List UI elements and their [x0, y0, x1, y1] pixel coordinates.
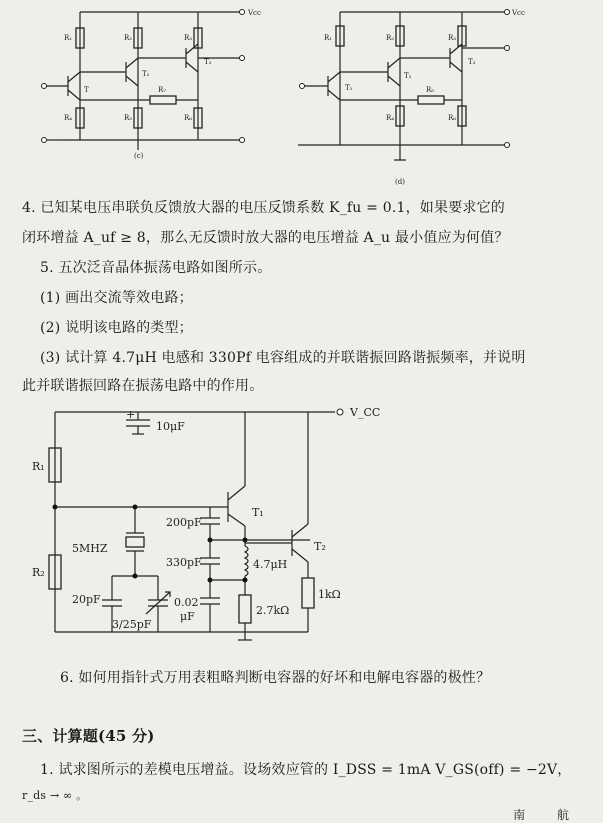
label-d-r5: R₅	[426, 86, 435, 94]
r1-label: R₁	[32, 460, 45, 473]
label-r1: R₁	[64, 34, 73, 42]
label-d-r3: R₃	[448, 34, 457, 42]
cap-200pf-label: 200pF	[166, 516, 202, 529]
caption-c: (c)	[134, 152, 144, 160]
label-d-t3: T₃	[468, 58, 476, 66]
crystal-oscillator-circuit	[0, 400, 603, 650]
q5-item2: (2) 说明该电路的类型；	[40, 320, 193, 336]
footer-mark: 南 航	[513, 808, 583, 822]
label-r6: R₆	[184, 114, 193, 122]
inductor-label: 4.7μH	[253, 558, 288, 571]
caption-d: (d)	[395, 178, 405, 186]
q5-title: 5. 五次泛音晶体振荡电路如图所示。	[40, 260, 272, 276]
t1-label: T₁	[252, 506, 264, 519]
q6-text: 6. 如何用指针式万用表粗略判断电容器的好坏和电解电容器的极性？	[60, 670, 491, 686]
cap-20pf-label: 20pF	[72, 593, 101, 606]
circuit-figure-d	[290, 0, 540, 190]
circuit-figure-c	[30, 0, 270, 160]
s3-q1-line1: 1. 试求图所示的差模电压增益。设场效应管的 I_DSS = 1mA V_GS(off) = −2V，	[40, 762, 572, 778]
label-d-r1: R₁	[324, 34, 333, 42]
cap-330pf-label: 330pF	[166, 556, 202, 569]
label-r7: R₇	[158, 86, 167, 94]
q5-item3-line1: (3) 试计算 4.7μH 电感和 330Pf 电容组成的并联谐振回路谐振频率，并说明	[40, 350, 526, 366]
label-t3: T₃	[204, 58, 212, 66]
label-r4: R₄	[64, 114, 73, 122]
r-1k-label: 1kΩ	[318, 588, 341, 601]
label-r3: R₃	[184, 34, 193, 42]
q5-item3-line2: 此并联谐振回路在振荡电路中的作用。	[22, 378, 264, 394]
label-r5: R₅	[124, 114, 133, 122]
t2-label: T₂	[314, 540, 326, 553]
label-d-t2: T₂	[404, 72, 412, 80]
cap-trim-label: 3/25pF	[112, 618, 152, 631]
s3-q1-line2: r_ds → ∞ 。	[22, 789, 88, 802]
crystal-label: 5MHZ	[72, 542, 108, 555]
label-d-r6: R₆	[448, 114, 457, 122]
label-d-r2: R₂	[386, 34, 395, 42]
vcc-label-d: Vcc	[512, 9, 525, 17]
label-d-r4: R₄	[386, 114, 395, 122]
label-d-t1: T₁	[345, 84, 353, 92]
label-r2: R₂	[124, 34, 133, 42]
r-27k-label: 2.7kΩ	[256, 604, 290, 617]
cap-002-unit: μF	[180, 610, 195, 623]
q4-line2: 闭环增益 A_uf ≥ 8，那么无反馈时放大器的电压增益 A_u 最小值应为何值？	[22, 230, 509, 246]
cap-002-label: 0.02	[174, 596, 199, 609]
q4-line1: 4. 已知某电压串联负反馈放大器的电压反馈系数 K_fu = 0.1，如果要求它的	[22, 200, 506, 216]
vcc-osc-label: V_CC	[350, 406, 381, 419]
vcc-label: Vcc	[248, 9, 261, 17]
cap-plus-sign: +	[126, 408, 136, 421]
q5-item1: (1) 画出交流等效电路；	[40, 290, 193, 306]
cap-10uf-label: 10μF	[156, 420, 185, 433]
label-t2: T₂	[142, 70, 150, 78]
r2-label: R₂	[32, 566, 45, 579]
label-t1: T	[84, 86, 89, 94]
section3-heading: 三、计算题(45 分)	[22, 727, 155, 745]
